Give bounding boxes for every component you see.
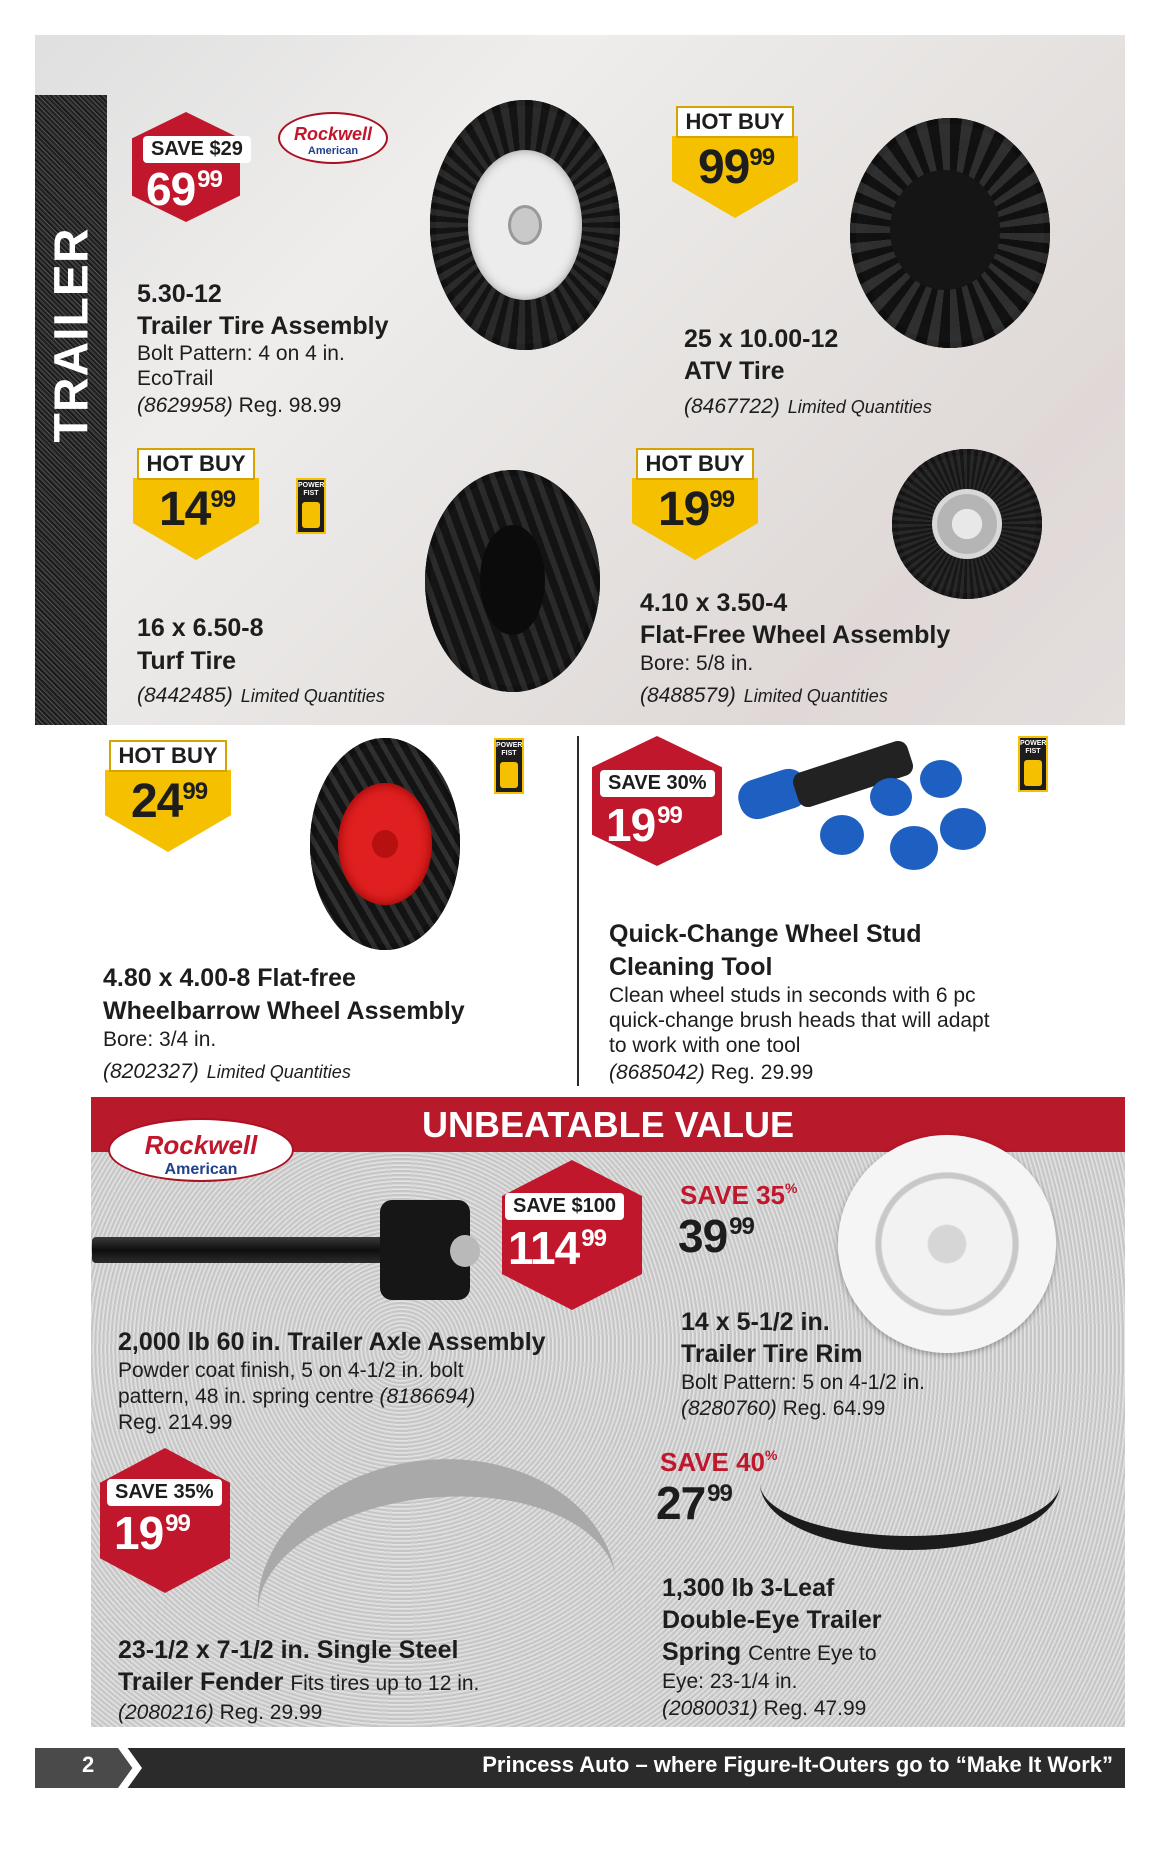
product-meta: (8280760) Reg. 64.99 — [681, 1397, 886, 1420]
price: $27^{99}$ — [656, 1477, 732, 1529]
product-title: 14 x 5-1/2 in. — [681, 1308, 830, 1336]
powerfist-logo: POWER FIST — [1018, 736, 1048, 792]
axle-hub-cap — [450, 1235, 480, 1267]
product-meta: (2080216) Reg. 29.99 — [118, 1701, 323, 1724]
product-desc: Powder coat finish, 5 on 4-1/2 in. bolt — [118, 1359, 464, 1382]
product-title: Wheelbarrow Wheel Assembly — [103, 997, 465, 1025]
hot-buy-badge-flat-free — [632, 448, 762, 560]
product-meta: (8629958) Reg. 98.99 — [137, 394, 342, 417]
powerfist-logo: POWER FIST — [494, 738, 524, 794]
save-label: SAVE 35% — [107, 1479, 222, 1506]
section-label-text: TRAILER — [45, 227, 99, 443]
product-title: 1,300 lb 3-Leaf — [662, 1574, 835, 1602]
powerfist-logo: POWER FIST — [296, 478, 326, 534]
trailer-tire-image — [430, 100, 620, 350]
product-title: 4.80 x 4.00-8 Flat-free — [103, 964, 356, 992]
product-size: 4.10 x 3.50-4 — [640, 589, 788, 617]
product-meta: (2080031) Reg. 47.99 — [662, 1697, 867, 1720]
section-label — [37, 227, 107, 443]
product-meta: (8202327) Limited Quantities — [103, 1060, 351, 1083]
hot-buy-label: HOT BUY — [676, 106, 794, 138]
product-desc: EcoTrail — [137, 367, 214, 390]
flat-free-wheel-image — [892, 449, 1042, 599]
price: $19^{99}$ — [606, 799, 682, 851]
save-label: SAVE 30% — [600, 770, 715, 797]
unbeatable-value-title: UNBEATABLE VALUE — [422, 1104, 794, 1145]
price: $24^{99}$ — [130, 775, 208, 828]
product-size: 5.30-12 — [137, 280, 222, 308]
page-number: 2 — [82, 1752, 95, 1777]
product-title: Turf Tire — [137, 647, 237, 675]
product-title: 2,000 lb 60 in. Trailer Axle Assembly — [118, 1328, 546, 1356]
price: $114^{99}$ — [508, 1222, 606, 1274]
product-size: 25 x 10.00-12 — [684, 325, 839, 353]
brush-heads-image — [820, 760, 1010, 880]
product-desc: Bolt Pattern: 4 on 4 in. — [137, 342, 345, 365]
price: $69^{99}$ — [146, 163, 222, 215]
product-meta: (8488579) Limited Quantities — [640, 684, 888, 707]
footer-tagline: Princess Auto – where Figure-It-Outers go to “Make It Work” — [482, 1752, 1113, 1777]
divider — [577, 736, 579, 1086]
axle-image — [92, 1237, 422, 1263]
product-desc: pattern, 48 in. spring centre (8186694) — [118, 1385, 476, 1408]
hot-buy-label: HOT BUY — [636, 448, 754, 480]
product-size: 16 x 6.50-8 — [137, 614, 264, 642]
turf-tire-image — [425, 470, 600, 692]
product-meta: (8467722) Limited Quantities — [684, 395, 932, 418]
hot-buy-label: HOT BUY — [137, 448, 255, 480]
product-title: Quick-Change Wheel Stud — [609, 920, 922, 948]
trailer-rim-image — [838, 1135, 1056, 1353]
rockwell-american-logo: Rockwell American — [278, 112, 388, 164]
product-meta: (8685042) Reg. 29.99 — [609, 1061, 814, 1084]
price: $99^{99}$ — [697, 141, 775, 194]
product-title-line: Trailer Fender Fits tires up to 12 in. — [118, 1668, 480, 1696]
atv-tire-image — [850, 118, 1050, 348]
hot-buy-badge-turf — [133, 448, 263, 560]
product-desc: Clean wheel studs in seconds with 6 pc — [609, 984, 976, 1007]
product-title: Trailer Tire Assembly — [137, 312, 389, 340]
product-title: Trailer Tire Rim — [681, 1340, 863, 1368]
save-label: SAVE $100 — [505, 1193, 624, 1220]
product-title: Cleaning Tool — [609, 953, 773, 981]
price: $14^{99}$ — [158, 483, 236, 536]
wheelbarrow-wheel-image — [310, 738, 460, 950]
save-label: SAVE 40% — [660, 1447, 778, 1477]
product-title: Double-Eye Trailer — [662, 1606, 882, 1634]
product-title: Flat-Free Wheel Assembly — [640, 621, 951, 649]
product-desc: quick-change brush heads that will adapt — [609, 1009, 990, 1032]
hot-buy-badge-atv — [672, 106, 802, 218]
save-label: SAVE $29 — [143, 136, 251, 163]
rockwell-american-logo: Rockwell American — [108, 1118, 294, 1182]
save-label: SAVE 35% — [680, 1180, 798, 1210]
hot-buy-label: HOT BUY — [109, 740, 227, 772]
product-title: 23-1/2 x 7-1/2 in. Single Steel — [118, 1636, 459, 1664]
product-desc: Bore: 5/8 in. — [640, 652, 754, 675]
product-title-line: Spring Centre Eye to — [662, 1638, 877, 1666]
product-desc: Eye: 23-1/4 in. — [662, 1670, 798, 1693]
product-desc: Reg. 214.99 — [118, 1411, 233, 1434]
product-desc: to work with one tool — [609, 1034, 801, 1057]
product-desc: Bore: 3/4 in. — [103, 1028, 217, 1051]
product-desc: Bolt Pattern: 5 on 4-1/2 in. — [681, 1371, 925, 1394]
product-meta: (8442485) Limited Quantities — [137, 684, 385, 707]
price: $19^{99}$ — [657, 483, 735, 536]
product-title: ATV Tire — [684, 357, 785, 385]
price: $19^{99}$ — [114, 1507, 190, 1559]
price: $39^{99}$ — [678, 1210, 754, 1262]
hot-buy-badge-wheelbarrow — [105, 740, 235, 852]
